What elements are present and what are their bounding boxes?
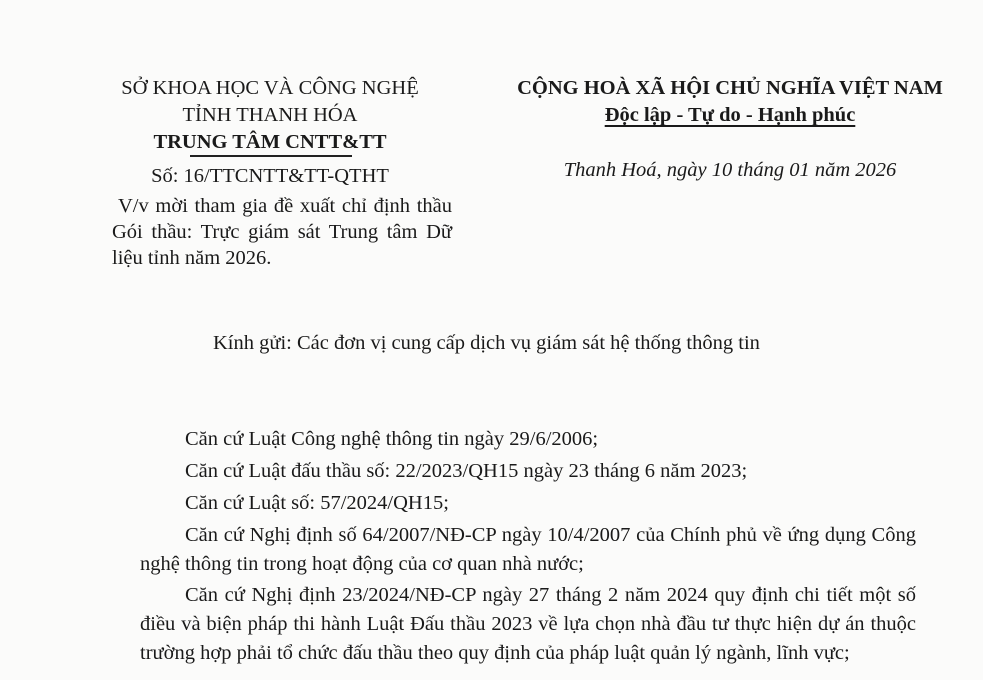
document-subject: V/v mời tham gia đề xuất chỉ định thầu Gói thầu: Trực giám sát Trung tâm Dữ liệu tỉnh năm 2026. (112, 195, 452, 269)
paragraph: Căn cứ Luật Công nghệ thông tin ngày 29/6/2006; (185, 428, 599, 450)
issuing-agency-block (100, 75, 440, 156)
unit-name: TRUNG TÂM CNTT&TT (153, 131, 387, 153)
document-number: Số: 16/TTCNTT&TT-QTHT (151, 165, 389, 187)
nation-name: CỘNG HOÀ XÃ HỘI CHỦ NGHĨA VIỆT NAM (517, 77, 943, 99)
paragraph: Căn cứ Nghị định 23/2024/NĐ-CP ngày 27 tháng 2 năm 2024 quy định chi tiết một số điều và biện pháp thi hành Luật Đấu thầu 2023 về lựa chọn nhà đầu tư thực hiện dự án thuộc trường hợp phải tổ chức đấu thầu theo quy định của pháp luật quản lý ngành, lĩnh vực; (140, 584, 916, 664)
agency-name: SỞ KHOA HỌC VÀ CÔNG NGHỆ (121, 77, 419, 99)
recipient-line: Kính gửi: Các đơn vị cung cấp dịch vụ giám sát hệ thống thông tin (213, 332, 760, 354)
paragraph: Căn cứ Luật số: 57/2024/QH15; (185, 492, 449, 514)
national-title-block (485, 75, 975, 129)
paragraph: Căn cứ Nghị định số 64/2007/NĐ-CP ngày 10/4/2007 của Chính phủ về ứng dụng Công nghệ thông tin trong hoạt động của cơ quan nhà nước; (140, 524, 916, 575)
unit-underline (190, 155, 352, 157)
paragraph: Căn cứ Luật đấu thầu số: 22/2023/QH15 ngày 23 tháng 6 năm 2023; (185, 460, 748, 482)
national-motto: Độc lập - Tự do - Hạnh phúc (604, 104, 856, 126)
place-date: Thanh Hoá, ngày 10 tháng 01 năm 2026 (563, 159, 897, 181)
province-name: TỈNH THANH HÓA (182, 104, 358, 126)
